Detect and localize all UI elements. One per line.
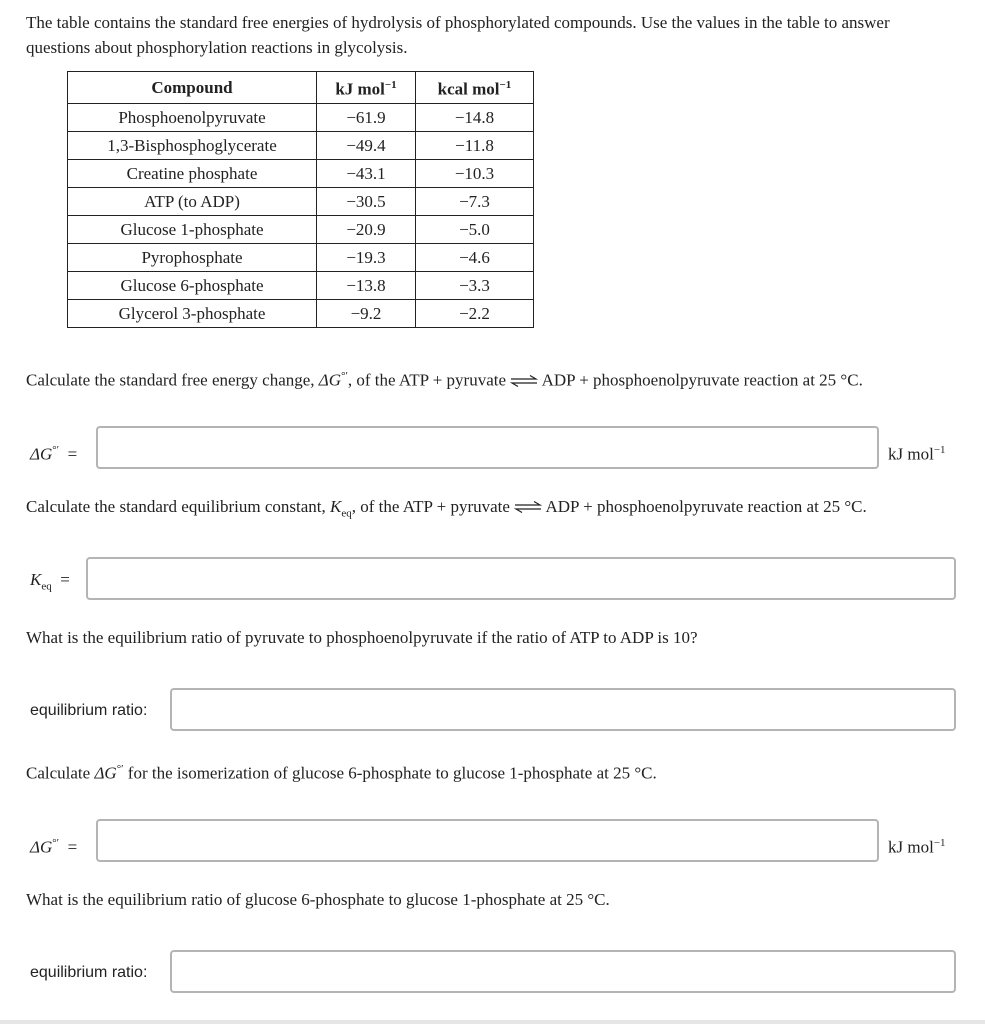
question-ratio-glucose-phosphates: What is the equilibrium ratio of glucose 6-phosphate to glucose 1-phosphate at 25 °C. (26, 890, 610, 909)
cell-kcal: −5.0 (416, 215, 534, 243)
header-kcal: kcal mol$^{-1}$ (416, 72, 534, 104)
cell-compound: Glucose 6-phosphate (68, 271, 317, 299)
table-row (68, 215, 534, 243)
cell-compound: 1,3-Bisphosphoglycerate (68, 131, 317, 159)
delta-g-label-2: ΔG°′ = (30, 837, 78, 857)
equilibrium-ratio-label-2: equilibrium ratio: (30, 964, 148, 981)
equilibrium-ratio-input-2[interactable] (170, 950, 956, 993)
equilibrium-arrows-icon (514, 496, 542, 520)
cell-compound: Phosphoenolpyruvate (68, 103, 317, 131)
cell-kj: −20.9 (317, 215, 416, 243)
question-ratio-pyruvate: What is the equilibrium ratio of pyruvate to phosphoenolpyruvate if the ratio of ATP to ADP is 10? (26, 628, 698, 647)
cell-kj: −49.4 (317, 131, 416, 159)
cell-compound: ATP (to ADP) (68, 187, 317, 215)
table-row (68, 159, 534, 187)
table-row (68, 299, 534, 327)
hydrolysis-table (67, 71, 534, 328)
cell-kcal: −14.8 (416, 103, 534, 131)
table-row (68, 131, 534, 159)
table-row (68, 271, 534, 299)
question-delta-g-pep: Calculate the standard free energy change, ΔG°′, of the ATP + pyruvate ADP + phosphoenolpyruvate reaction at 25 °C. (26, 364, 863, 394)
equilibrium-ratio-input-1[interactable] (170, 688, 956, 731)
bottom-divider (0, 1020, 985, 1024)
delta-g-input-1[interactable] (96, 426, 879, 469)
cell-kj: −43.1 (317, 159, 416, 187)
cell-kj: −30.5 (317, 187, 416, 215)
equilibrium-ratio-label-1: equilibrium ratio: (30, 702, 148, 719)
cell-kcal: −7.3 (416, 187, 534, 215)
table-row (68, 243, 534, 271)
delta-g-label-1: ΔG°′ = (30, 444, 78, 464)
keq-label: $K_{eq}$ = (30, 570, 70, 593)
table-row (68, 103, 534, 131)
header-kj: kJ mol$^{-1}$ (317, 72, 416, 104)
unit-label-2: kJ mol$^{-1}$ (888, 837, 946, 857)
keq-input[interactable] (86, 557, 956, 600)
cell-kj: −13.8 (317, 271, 416, 299)
delta-g-input-2[interactable] (96, 819, 879, 862)
cell-kcal: −10.3 (416, 159, 534, 187)
question-keq: Calculate the standard equilibrium constant, $K_{eq}$, of the ATP + pyruvate ADP + phosphoenolpyruvate reaction at 25 °C. (26, 497, 867, 520)
cell-kcal: −11.8 (416, 131, 534, 159)
cell-compound: Creatine phosphate (68, 159, 317, 187)
equilibrium-arrows-icon (510, 370, 538, 394)
cell-kcal: −2.2 (416, 299, 534, 327)
table-header-row (68, 72, 534, 104)
cell-kcal: −3.3 (416, 271, 534, 299)
cell-compound: Glucose 1-phosphate (68, 215, 317, 243)
question-delta-g-isomerization: Calculate ΔG°′ for the isomerization of glucose 6-phosphate to glucose 1-phosphate at 25 °C. (26, 763, 657, 783)
cell-kj: −9.2 (317, 299, 416, 327)
cell-compound: Glycerol 3-phosphate (68, 299, 317, 327)
intro-text: The table contains the standard free energies of hydrolysis of phosphorylated compounds. Use the values in the table to answer questions about phosphorylation reactions in glycolysis. (26, 13, 890, 57)
cell-kcal: −4.6 (416, 243, 534, 271)
header-compound: Compound (68, 72, 317, 104)
cell-kj: −61.9 (317, 103, 416, 131)
table-row (68, 187, 534, 215)
unit-label-1: kJ mol$^{-1}$ (888, 444, 946, 464)
cell-kj: −19.3 (317, 243, 416, 271)
cell-compound: Pyrophosphate (68, 243, 317, 271)
